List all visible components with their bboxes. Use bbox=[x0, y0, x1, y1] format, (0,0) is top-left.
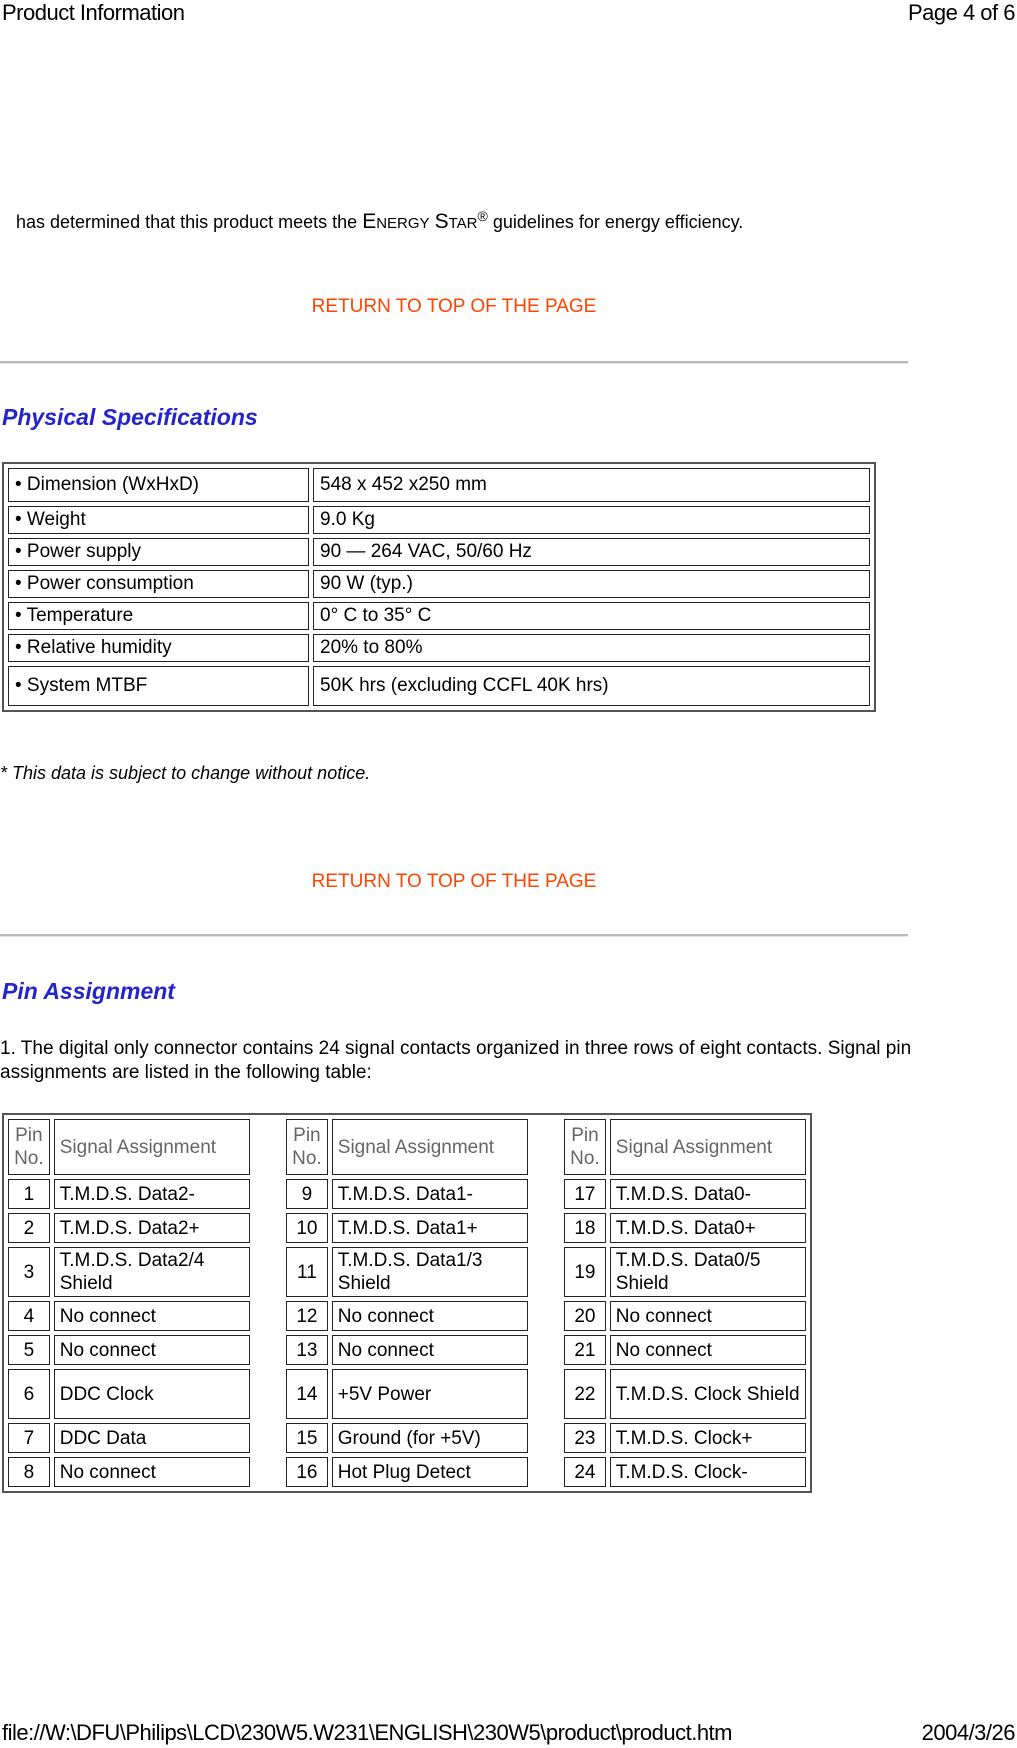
registered-mark: ® bbox=[477, 208, 488, 224]
file-path: file://W:\DFU\Philips\LCD\230W5.W231\ENGLISH\230W5\product\product.htm bbox=[2, 1720, 732, 1745]
pin-number: 18 bbox=[564, 1213, 606, 1243]
table-row bbox=[8, 1369, 806, 1419]
pin-signal: T.M.D.S. Data0- bbox=[610, 1179, 806, 1209]
page-header-title: Product Information bbox=[2, 0, 185, 25]
spec-value: 548 x 452 x250 mm bbox=[313, 468, 870, 502]
energy-prefix: has determined that this product meets the bbox=[16, 212, 363, 232]
table-row bbox=[8, 1179, 806, 1209]
pin-signal: Ground (for +5V) bbox=[332, 1423, 528, 1453]
pin-number: 9 bbox=[286, 1179, 328, 1209]
spec-label: • Weight bbox=[8, 506, 309, 534]
disclaimer-note: * This data is subject to change without notice. bbox=[0, 763, 371, 783]
col-header-signal: Signal Assignment bbox=[332, 1119, 528, 1175]
pin-number: 22 bbox=[564, 1369, 606, 1419]
pin-number: 21 bbox=[564, 1335, 606, 1365]
col-header-pin: Pin No. bbox=[8, 1119, 50, 1175]
return-to-top-link[interactable]: RETURN TO TOP OF THE PAGE bbox=[311, 296, 597, 317]
pin-signal: T.M.D.S. Data2+ bbox=[54, 1213, 250, 1243]
pin-number: 14 bbox=[286, 1369, 328, 1419]
spec-label: • Power consumption bbox=[8, 570, 309, 598]
table-row bbox=[8, 602, 870, 630]
pin-signal: T.M.D.S. Data0/5 Shield bbox=[610, 1247, 806, 1297]
pin-number: 6 bbox=[8, 1369, 50, 1419]
print-date: 2004/3/26 bbox=[921, 1720, 1015, 1745]
spec-value: 90 W (typ.) bbox=[313, 570, 870, 598]
table-row bbox=[8, 1457, 806, 1487]
pin-number: 23 bbox=[564, 1423, 606, 1453]
pin-assignment-table bbox=[2, 1113, 812, 1493]
pin-signal: T.M.D.S. Data0+ bbox=[610, 1213, 806, 1243]
pin-number: 16 bbox=[286, 1457, 328, 1487]
pin-number: 10 bbox=[286, 1213, 328, 1243]
spec-label: • Dimension (WxHxD) bbox=[8, 468, 309, 502]
energy-s-rest: TAR bbox=[448, 215, 478, 232]
energy-e-rest: NERGY bbox=[376, 215, 430, 232]
spec-label: • Relative humidity bbox=[8, 634, 309, 662]
spec-value: 50K hrs (excluding CCFL 40K hrs) bbox=[313, 666, 870, 706]
pin-signal: T.M.D.S. Clock- bbox=[610, 1457, 806, 1487]
table-row bbox=[8, 570, 870, 598]
pin-signal: T.M.D.S. Data1+ bbox=[332, 1213, 528, 1243]
pin-signal: T.M.D.S. Data1/3 Shield bbox=[332, 1247, 528, 1297]
pin-signal: No connect bbox=[54, 1301, 250, 1331]
pin-signal: Hot Plug Detect bbox=[332, 1457, 528, 1487]
pin-signal: No connect bbox=[610, 1335, 806, 1365]
pin-signal: No connect bbox=[332, 1301, 528, 1331]
pin-signal: T.M.D.S. Data1- bbox=[332, 1179, 528, 1209]
spec-value: 9.0 Kg bbox=[313, 506, 870, 534]
physical-specifications-table bbox=[2, 462, 876, 712]
pin-number: 19 bbox=[564, 1247, 606, 1297]
pin-number: 12 bbox=[286, 1301, 328, 1331]
spec-value: 20% to 80% bbox=[313, 634, 870, 662]
return-to-top-link[interactable]: RETURN TO TOP OF THE PAGE bbox=[311, 871, 597, 892]
energy-e-cap: E bbox=[362, 210, 377, 233]
energy-suffix: guidelines for energy efficiency. bbox=[487, 212, 744, 232]
table-row bbox=[8, 1423, 806, 1453]
table-header-row bbox=[8, 1119, 806, 1175]
pin-signal: T.M.D.S. Data2- bbox=[54, 1179, 250, 1209]
page-number: Page 4 of 6 bbox=[907, 0, 1015, 25]
col-header-signal: Signal Assignment bbox=[54, 1119, 250, 1175]
pin-number: 8 bbox=[8, 1457, 50, 1487]
spec-value: 90 — 264 VAC, 50/60 Hz bbox=[313, 538, 870, 566]
pin-number: 4 bbox=[8, 1301, 50, 1331]
table-row bbox=[8, 634, 870, 662]
pin-number: 24 bbox=[564, 1457, 606, 1487]
pin-assignment-intro: 1. The digital only connector contains 24 signal contacts organized in three rows of eight contacts. Signal pin assignments are listed in the following table: bbox=[0, 1038, 912, 1083]
pin-signal: No connect bbox=[332, 1335, 528, 1365]
table-row bbox=[8, 1301, 806, 1331]
table-row bbox=[8, 1213, 806, 1243]
pin-signal: No connect bbox=[610, 1301, 806, 1331]
pin-number: 7 bbox=[8, 1423, 50, 1453]
pin-signal: T.M.D.S. Clock Shield bbox=[610, 1369, 806, 1419]
pin-number: 2 bbox=[8, 1213, 50, 1243]
pin-number: 13 bbox=[286, 1335, 328, 1365]
col-header-signal: Signal Assignment bbox=[610, 1119, 806, 1175]
col-header-pin: Pin No. bbox=[564, 1119, 606, 1175]
pin-number: 5 bbox=[8, 1335, 50, 1365]
spec-label: • System MTBF bbox=[8, 666, 309, 706]
spec-value: 0° C to 35° C bbox=[313, 602, 870, 630]
table-row bbox=[8, 538, 870, 566]
table-row bbox=[8, 1335, 806, 1365]
pin-number: 1 bbox=[8, 1179, 50, 1209]
pin-number: 3 bbox=[8, 1247, 50, 1297]
energy-star-statement bbox=[16, 204, 816, 236]
spec-label: • Power supply bbox=[8, 538, 309, 566]
divider bbox=[0, 934, 908, 937]
table-row bbox=[8, 506, 870, 534]
pin-signal: T.M.D.S. Clock+ bbox=[610, 1423, 806, 1453]
pin-number: 20 bbox=[564, 1301, 606, 1331]
energy-s-cap: S bbox=[434, 210, 449, 233]
pin-signal: No connect bbox=[54, 1335, 250, 1365]
pin-signal: +5V Power bbox=[332, 1369, 528, 1419]
pin-signal: DDC Clock bbox=[54, 1369, 250, 1419]
pin-assignment-heading: Pin Assignment bbox=[2, 978, 175, 1004]
pin-signal: T.M.D.S. Data2/4 Shield bbox=[54, 1247, 250, 1297]
physical-specifications-heading: Physical Specifications bbox=[2, 404, 258, 430]
table-row bbox=[8, 468, 870, 502]
divider bbox=[0, 361, 908, 364]
col-header-pin: Pin No. bbox=[286, 1119, 328, 1175]
pin-signal: DDC Data bbox=[54, 1423, 250, 1453]
pin-number: 17 bbox=[564, 1179, 606, 1209]
pin-signal: No connect bbox=[54, 1457, 250, 1487]
pin-number: 15 bbox=[286, 1423, 328, 1453]
spec-label: • Temperature bbox=[8, 602, 309, 630]
pin-number: 11 bbox=[286, 1247, 328, 1297]
table-row bbox=[8, 1247, 806, 1297]
table-row bbox=[8, 666, 870, 706]
